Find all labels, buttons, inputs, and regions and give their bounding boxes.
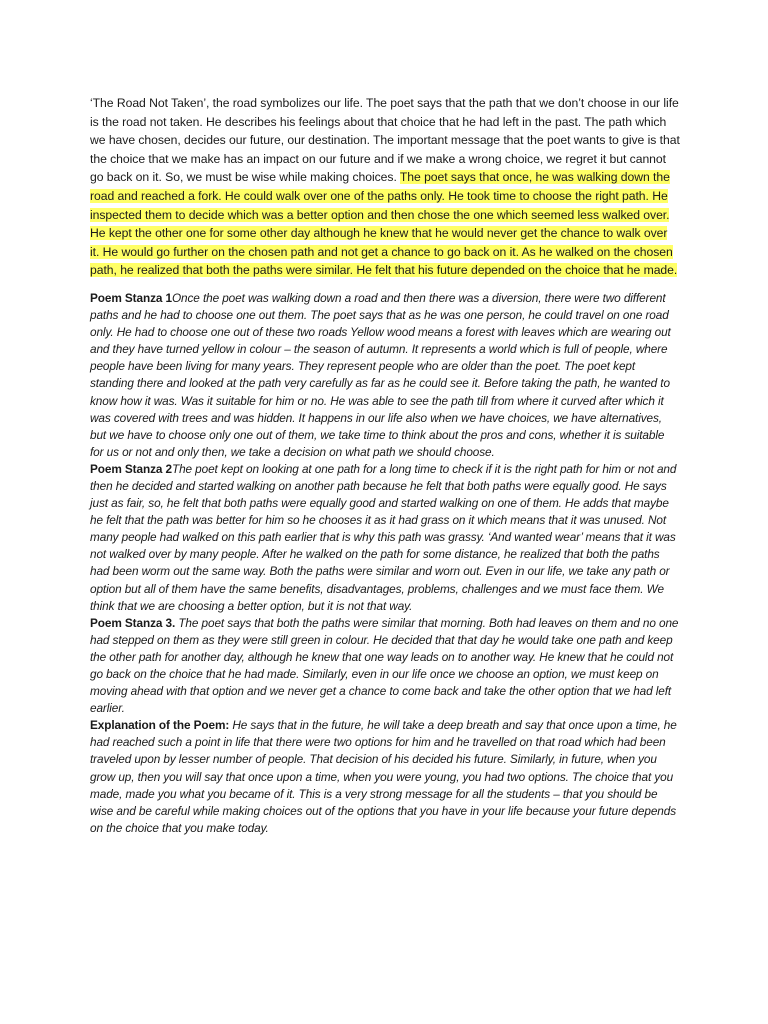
document-page (90, 94, 680, 837)
intro-text: ‘The Road Not Taken’, the road symbolizes our life. The poet says that the path that we don’t choose in our life is the road not taken. He describes his feelings about that choice that he had left in the past. The path which we have chosen, decides our future, our destination. The important message that the poet wants to give is that the choice that we make has an impact on our future and if we make a wrong choice, we regret it but cannot go back on it. So, we must be wise while making choices. (90, 96, 680, 185)
section-stanza-3 (90, 615, 680, 718)
section-body: He says that in the future, he will take a deep breath and say that once upon a time, he had reached such a point in life that there were two options for him and he travelled on that road which had been traveled upon by lesser number of people. That decision of his decided his future. Similarly, in future, when you grow up, then you will say that once upon a time, when you were young, you had two options. The choice that you made, made you what you became of it. This is a very strong message for all the students – that you should be wise and be careful while making choices out of the options that you have in your life because your future depends on the choice that you make today. (90, 718, 677, 835)
section-heading: Poem Stanza 1 (90, 290, 172, 305)
section-body: Once the poet was walking down a road and then there was a diversion, there were two different paths and he had to choose one out them. The poet says that as he was one person, he could travel on one road only. He had to choose one out of these two roads Yellow wood means a forest with leaves which are wearing out and they have turned yellow in colour – the season of autumn. It represents a world which is full of people, where people have been living for many years. They represent people who are older than the poet. The poet kept standing there and looked at the path very carefully as far as he could see it. Before taking the path, he wanted to know how it was. Was it suitable for him or no. He was able to see the path till from where it curved after which it was covered with trees and was hidden. It happens in our life also when we have choices, we have alternatives, but we have to choose only one out of them, we take time to think about the pros and cons, whether it is suitable for us or not and only then, we take a decision on what path we should choose. (90, 290, 671, 459)
section-explanation (90, 717, 680, 837)
highlighted-text: The poet says that once, he was walking down the road and reached a fork. He could walk over one of the paths only. He took time to choose the right path. He inspected them to decide which was a better option and then chose the one which seemed less walked over. He kept the other one for some other day although he knew that he would never get the chance to walk over it. He would go further on the chosen path and not get a chance to go back on it. As he walked on the chosen path, he realized that both the paths were similar. He felt that his future depended on the choice that he made. (90, 170, 678, 278)
section-stanza-1 (90, 290, 680, 461)
section-heading: Explanation of the Poem: (90, 718, 233, 733)
section-body: The poet says that both the paths were similar that morning. Both had leaves on them and no one had stepped on them as they were still green in colour. He decided that that day he would take one path and keep the other path for another day, although he knew that one way leads on to another way. He knew that he could not go back on the choice that he had made. Similarly, even in our life once we choose an option, we must keep on moving ahead with that option and we never get a chance to come back and take the other option that we had left earlier. (90, 615, 679, 716)
section-heading: Poem Stanza 2 (90, 461, 172, 476)
intro-paragraph (90, 94, 680, 280)
section-body: The poet kept on looking at one path for a long time to check if it is the right path for him or not and then he decided and started walking on another path because he felt that both paths were equally good. He says just as fair, so, he felt that both paths were equally good and started walking on one of them. He adds that maybe he felt that the path was better for him so he chooses it as it had grass on it which means that it was unused. Not many people had walked on this path earlier that is why this path was grassy. ‘And wanted wear’ means that it was not walked over by many people. After he walked on the path for some distance, he realized that both the paths had been worm out the same way. Both the paths were similar and worn out. Even in our life, we take any path or option but all of them have the same benefits, disadvantages, problems, challenges and we must face them. We think that we are choosing a better option, but it is not that way. (90, 461, 677, 613)
section-stanza-2 (90, 461, 680, 615)
section-heading: Poem Stanza 3. (90, 615, 179, 630)
paragraph-gap (90, 280, 680, 290)
